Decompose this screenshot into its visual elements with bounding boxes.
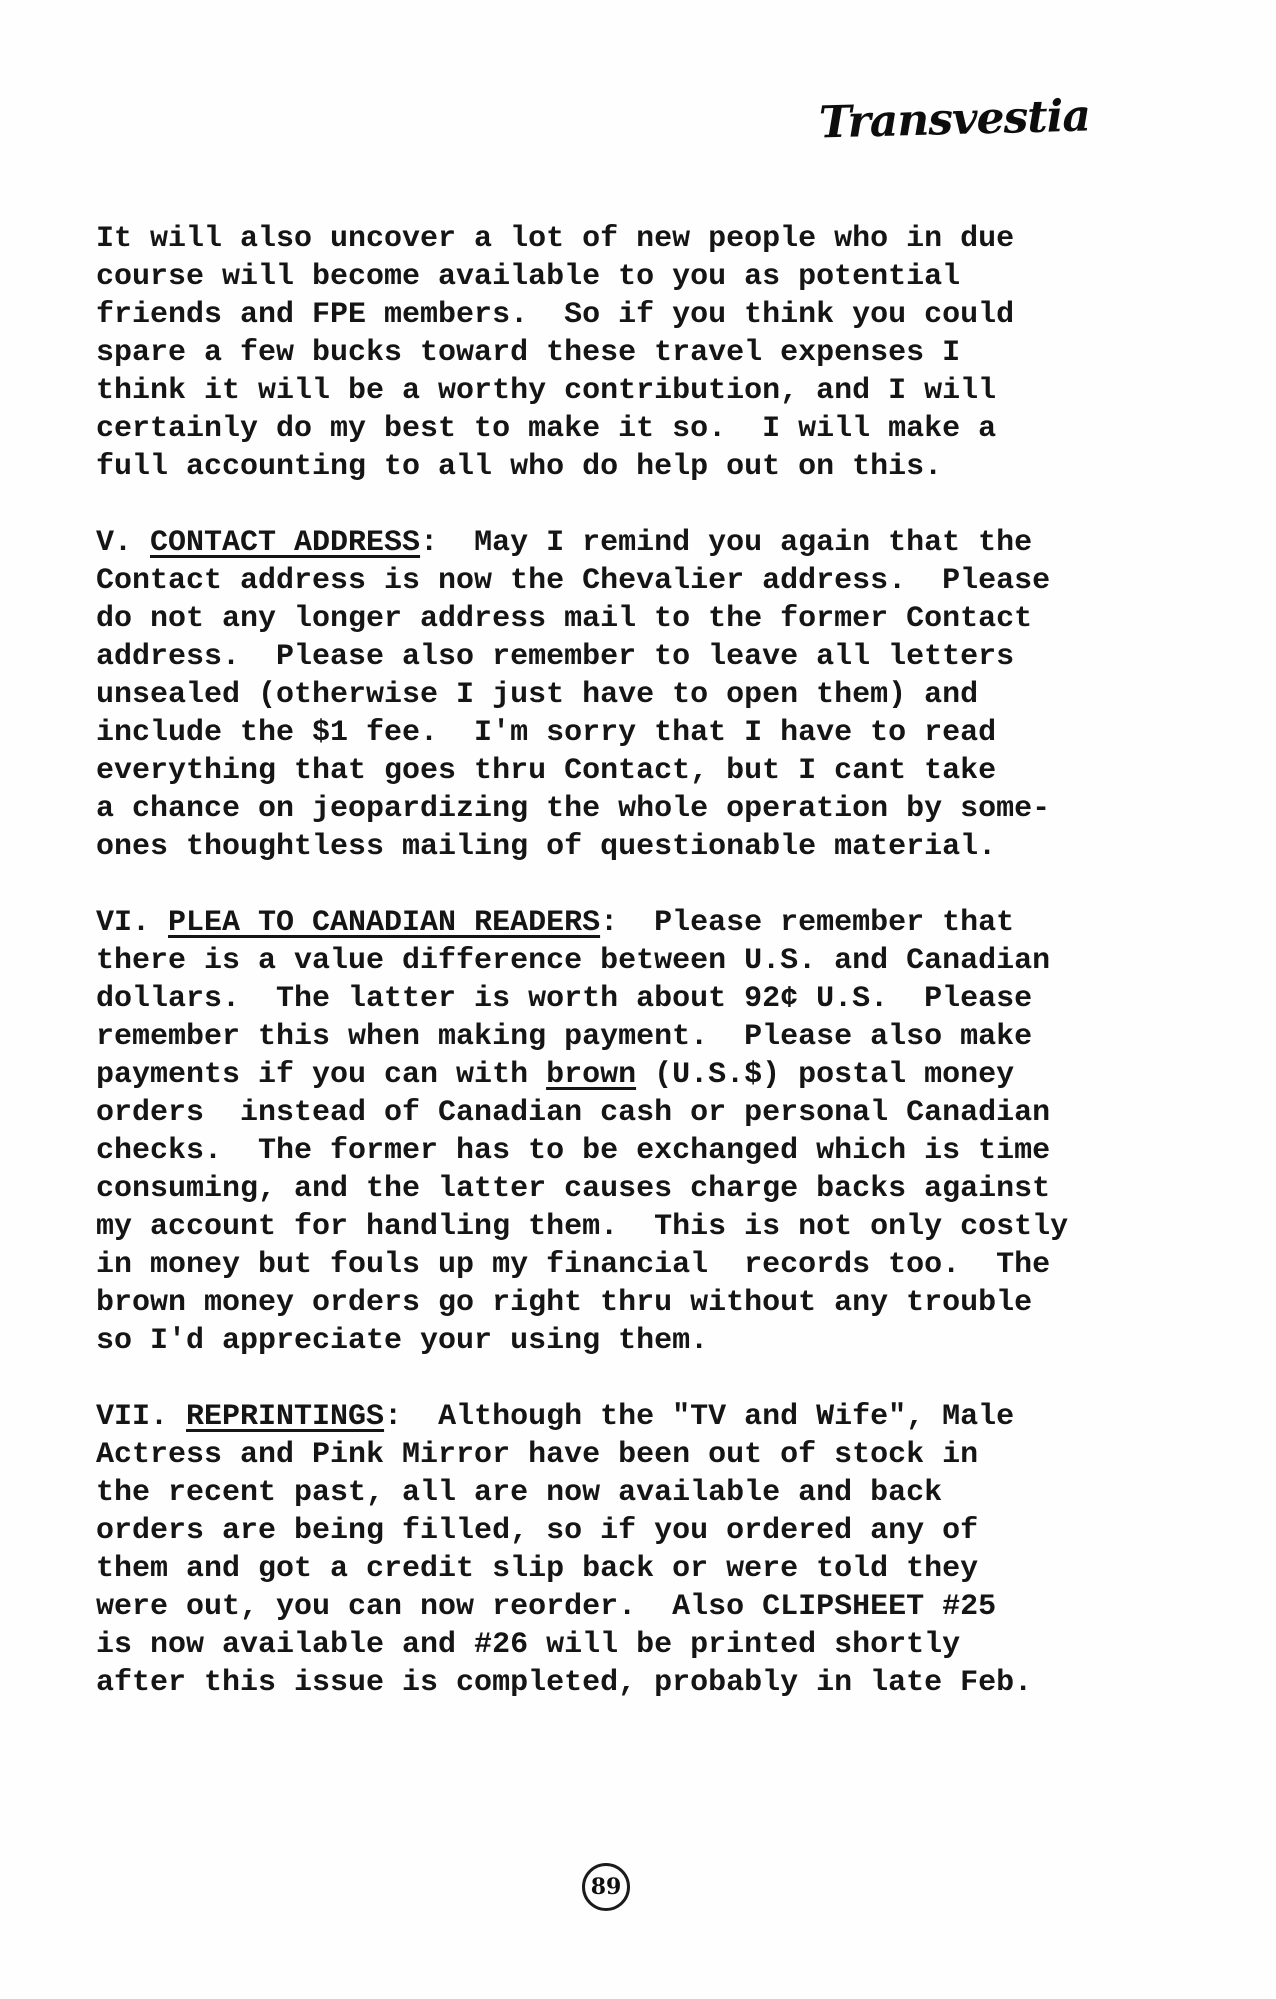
text-segment: do not any longer address mail to the former Contact <box>96 602 1033 636</box>
page-number-badge <box>582 1863 630 1911</box>
text-line <box>96 372 1068 410</box>
text-segment: think it will be a worthy contribution, and I will <box>96 374 997 408</box>
text-segment: checks. The former has to be exchanged which is time <box>96 1134 1051 1168</box>
text-line <box>96 714 1068 752</box>
text-segment: include the $1 fee. I'm sorry that I have to read <box>96 716 997 750</box>
text-line <box>96 562 1068 600</box>
text-segment: consuming, and the latter causes charge backs against <box>96 1172 1051 1206</box>
text-line <box>96 1550 1068 1588</box>
section-reprintings <box>96 1398 1068 1702</box>
text-segment: full accounting to all who do help out on this. <box>96 450 943 484</box>
text-segment: course will become available to you as potential <box>96 260 961 294</box>
text-line <box>96 942 1068 980</box>
text-line <box>96 1018 1068 1056</box>
text-segment: : Please remember that <box>600 906 1015 940</box>
text-segment: payments if you can with <box>96 1058 547 1092</box>
text-line <box>96 1436 1068 1474</box>
text-segment: after this issue is completed, probably in late Feb. <box>96 1666 1033 1700</box>
text-segment: address. Please also remember to leave all letters <box>96 640 1015 674</box>
text-segment: dollars. The latter is worth about 92¢ U.S. Please <box>96 982 1033 1016</box>
text-line <box>96 904 1068 942</box>
text-segment: Actress and Pink Mirror have been out of stock in <box>96 1438 979 1472</box>
text-line <box>96 1588 1068 1626</box>
text-line <box>96 1322 1068 1360</box>
text-line <box>96 1398 1068 1436</box>
text-line <box>96 1094 1068 1132</box>
text-line <box>96 752 1068 790</box>
text-line <box>96 1626 1068 1664</box>
body-text <box>96 220 1068 1702</box>
text-segment: is now available and #26 will be printed shortly <box>96 1628 961 1662</box>
text-segment: were out, you can now reorder. Also CLIPSHEET #25 <box>96 1590 997 1624</box>
text-line <box>96 220 1068 258</box>
text-segment: It will also uncover a lot of new people who in due <box>96 222 1015 256</box>
page-number: 89 <box>590 1874 622 1900</box>
underlined-text: REPRINTINGS <box>186 1400 385 1434</box>
text-line <box>96 980 1068 1018</box>
text-line <box>96 1208 1068 1246</box>
text-line <box>96 1132 1068 1170</box>
underlined-text: CONTACT ADDRESS <box>150 526 421 560</box>
text-segment: : Although the "TV and Wife", Male <box>384 1400 1015 1434</box>
text-segment: V. <box>96 526 151 560</box>
text-line <box>96 410 1068 448</box>
text-line <box>96 524 1068 562</box>
text-segment: them and got a credit slip back or were told they <box>96 1552 979 1586</box>
text-line <box>96 1056 1068 1094</box>
text-segment: (U.S.$) postal money <box>636 1058 1015 1092</box>
text-segment: everything that goes thru Contact, but I cant take <box>96 754 997 788</box>
section-plea-to-canadian-readers <box>96 904 1068 1360</box>
text-line <box>96 790 1068 828</box>
section-contact-address <box>96 524 1068 866</box>
text-line <box>96 1664 1068 1702</box>
underlined-text: PLEA TO CANADIAN READERS <box>168 906 601 940</box>
text-segment: orders are being filled, so if you ordered any of <box>96 1514 979 1548</box>
text-line <box>96 1284 1068 1322</box>
text-segment: my account for handling them. This is not only costly <box>96 1210 1069 1244</box>
text-segment: friends and FPE members. So if you think you could <box>96 298 1015 332</box>
text-line <box>96 334 1068 372</box>
text-segment: unsealed (otherwise I just have to open them) and <box>96 678 979 712</box>
text-segment: brown money orders go right thru without any trouble <box>96 1286 1033 1320</box>
text-segment: in money but fouls up my financial records too. The <box>96 1248 1051 1282</box>
underlined-text: brown <box>546 1058 637 1092</box>
text-segment: orders instead of Canadian cash or personal Canadian <box>96 1096 1051 1130</box>
text-line <box>96 828 1068 866</box>
text-segment: the recent past, all are now available and back <box>96 1476 943 1510</box>
text-segment: there is a value difference between U.S. and Canadian <box>96 944 1051 978</box>
magazine-logo: Transvestia <box>818 90 1091 149</box>
text-segment: Contact address is now the Chevalier address. Please <box>96 564 1051 598</box>
text-line <box>96 296 1068 334</box>
text-segment: VI. <box>96 906 169 940</box>
text-line <box>96 258 1068 296</box>
text-line <box>96 638 1068 676</box>
text-segment: spare a few bucks toward these travel expenses I <box>96 336 961 370</box>
text-segment: ones thoughtless mailing of questionable material. <box>96 830 997 864</box>
text-segment: remember this when making payment. Please also make <box>96 1020 1033 1054</box>
text-line <box>96 1512 1068 1550</box>
text-line <box>96 1170 1068 1208</box>
text-line <box>96 448 1068 486</box>
section-intro <box>96 220 1068 486</box>
text-segment: VII. <box>96 1400 187 1434</box>
text-line <box>96 600 1068 638</box>
text-line <box>96 1246 1068 1284</box>
text-segment: : May I remind you again that the <box>420 526 1033 560</box>
text-line <box>96 676 1068 714</box>
text-segment: so I'd appreciate your using them. <box>96 1324 709 1358</box>
text-segment: certainly do my best to make it so. I will make a <box>96 412 997 446</box>
text-line <box>96 1474 1068 1512</box>
text-segment: a chance on jeopardizing the whole operation by some- <box>96 792 1051 826</box>
